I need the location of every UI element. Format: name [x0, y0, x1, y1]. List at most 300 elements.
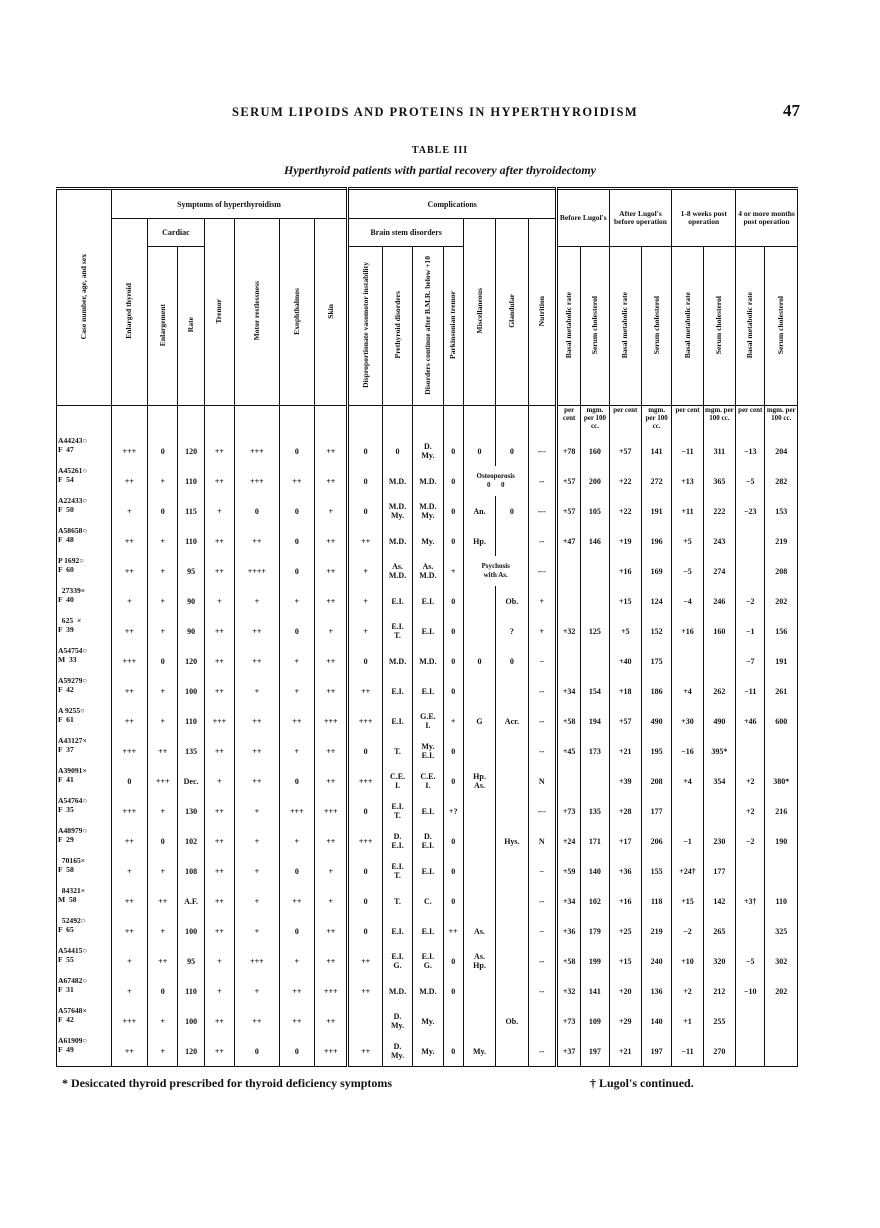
- data-cell: 0: [348, 436, 382, 466]
- data-cell: 208: [641, 766, 671, 796]
- data-cell: [556, 556, 580, 586]
- data-cell: [496, 916, 528, 946]
- data-cell: [765, 1036, 798, 1067]
- page-number: 47: [783, 101, 800, 120]
- header-bmr-before: Basal metabolic rate: [556, 247, 580, 406]
- data-cell: ++: [111, 616, 147, 646]
- data-cell: 0: [496, 646, 528, 676]
- data-cell: 320: [703, 946, 735, 976]
- data-cell: −: [528, 916, 556, 946]
- data-cell: 90: [178, 616, 204, 646]
- data-cell: E.I. T.: [382, 616, 412, 646]
- header-bmr-weeks: Basal metabolic rate: [672, 247, 703, 406]
- data-cell: 0: [443, 766, 463, 796]
- data-cell: 0: [443, 526, 463, 556]
- data-cell: +19: [609, 526, 641, 556]
- table-row: [57, 466, 798, 496]
- data-cell: D. E.I.: [413, 826, 443, 856]
- header-symptoms: Symptoms of hyperthyroidism: [111, 189, 348, 219]
- data-cell: −2: [736, 586, 765, 616]
- data-cell: 124: [641, 586, 671, 616]
- data-cell: +: [279, 736, 314, 766]
- data-cell: ++: [111, 526, 147, 556]
- data-cell: +: [279, 826, 314, 856]
- data-cell: +: [528, 616, 556, 646]
- data-cell: 490: [703, 706, 735, 736]
- header-1-8-weeks: 1-8 weeks post operation: [672, 189, 736, 247]
- header-motor-restlessness: Motor restlessness: [235, 219, 280, 406]
- data-cell: ?: [496, 616, 528, 646]
- case-cell: P 1692○ F 60: [57, 556, 112, 586]
- data-cell: 153: [765, 496, 798, 526]
- data-cell: 0: [443, 616, 463, 646]
- table-row: [57, 706, 798, 736]
- data-cell: 140: [581, 856, 609, 886]
- data-cell: 0: [279, 616, 314, 646]
- data-cell: 0: [443, 886, 463, 916]
- data-cell: ---: [528, 436, 556, 466]
- data-cell: ++: [348, 526, 382, 556]
- data-cell: +5: [672, 526, 703, 556]
- data-cell: 206: [641, 826, 671, 856]
- data-cell: +++: [315, 796, 348, 826]
- data-cell: My. E.I.: [413, 736, 443, 766]
- data-cell: 0: [443, 676, 463, 706]
- data-cell: Hys.: [496, 826, 528, 856]
- data-cell: [496, 976, 528, 1006]
- table-label: TABLE III: [411, 145, 469, 156]
- data-cell: --: [528, 706, 556, 736]
- data-cell: 265: [703, 916, 735, 946]
- data-cell: 152: [641, 616, 671, 646]
- case-cell: A54754○ M 33: [57, 646, 112, 676]
- table-row: [57, 496, 798, 526]
- data-cell: 274: [703, 556, 735, 586]
- data-cell: 169: [641, 556, 671, 586]
- data-cell: 142: [703, 886, 735, 916]
- data-cell: ++: [348, 946, 382, 976]
- data-cell: +: [111, 946, 147, 976]
- data-cell: −: [528, 856, 556, 886]
- data-cell: 0: [348, 796, 382, 826]
- data-cell: C.E. I.: [382, 766, 412, 796]
- data-cell: −11: [672, 436, 703, 466]
- data-cell: E.I. G.: [382, 946, 412, 976]
- data-cell: +30: [672, 706, 703, 736]
- data-cell: --: [528, 1036, 556, 1067]
- data-cell: ++++: [235, 556, 280, 586]
- data-cell: ++: [148, 946, 178, 976]
- data-cell: −5: [736, 946, 765, 976]
- data-cell: 212: [703, 976, 735, 1006]
- table-row: [57, 976, 798, 1006]
- data-cell: +: [235, 916, 280, 946]
- data-cell: ++: [111, 1036, 147, 1067]
- data-cell: 0: [443, 976, 463, 1006]
- data-cell: G.E. I.: [413, 706, 443, 736]
- data-cell: [765, 736, 798, 766]
- data-cell: [496, 1036, 528, 1067]
- table-body: [57, 406, 798, 1067]
- data-cell: [463, 826, 495, 856]
- unit-bmr-after: per cent: [609, 406, 641, 437]
- data-cell: 186: [641, 676, 671, 706]
- data-cell: 0: [148, 826, 178, 856]
- data-cell: +36: [609, 856, 641, 886]
- data-cell: ++: [315, 1006, 348, 1036]
- data-cell: +2: [672, 976, 703, 1006]
- data-cell: 0: [443, 646, 463, 676]
- header-parkinsonian: Parkinsonian tremor: [443, 247, 463, 406]
- data-cell: 202: [765, 976, 798, 1006]
- case-cell: 52492○ F 65: [57, 916, 112, 946]
- case-cell: A57648× F 42: [57, 1006, 112, 1036]
- header-before-lugols: Before Lugol's: [556, 189, 609, 247]
- data-cell: M.D.: [382, 466, 412, 496]
- case-cell: A54764○ F 35: [57, 796, 112, 826]
- case-cell: A43127× F 37: [57, 736, 112, 766]
- data-cell: ++: [279, 706, 314, 736]
- running-title: SERUM LIPOIDS AND PROTEINS IN HYPERTHYROIDISM: [232, 105, 639, 119]
- data-cell: ++: [204, 916, 234, 946]
- table-row: [57, 856, 798, 886]
- data-cell: +++: [111, 646, 147, 676]
- case-cell: A58658○ F 48: [57, 526, 112, 556]
- table-row: [57, 676, 798, 706]
- case-cell: 625 × F 39: [57, 616, 112, 646]
- data-cell: 0: [382, 436, 412, 466]
- data-cell: 197: [581, 1036, 609, 1067]
- data-cell: 230: [703, 826, 735, 856]
- data-cell: ++: [315, 436, 348, 466]
- unit-chol-months: mgm. per 100 cc.: [765, 406, 798, 437]
- data-cell: −16: [672, 736, 703, 766]
- data-cell: ++: [315, 646, 348, 676]
- data-cell: 208: [765, 556, 798, 586]
- data-cell: M.D.: [413, 466, 443, 496]
- data-cell: E.I. T.: [382, 856, 412, 886]
- data-cell: −10: [736, 976, 765, 1006]
- data-cell: +57: [609, 706, 641, 736]
- data-cell: [496, 856, 528, 886]
- data-cell: +: [235, 826, 280, 856]
- case-cell: A39091× F 41: [57, 766, 112, 796]
- data-cell: 0: [443, 826, 463, 856]
- data-cell: ++: [279, 976, 314, 1006]
- data-cell: 199: [581, 946, 609, 976]
- data-cell: +: [204, 946, 234, 976]
- data-cell: Hp.: [463, 526, 495, 556]
- data-cell: +21: [609, 1036, 641, 1067]
- data-cell: ++: [235, 646, 280, 676]
- data-cell: +3†: [736, 886, 765, 916]
- header-miscellaneous: Miscellaneous: [463, 219, 495, 406]
- data-cell: +13: [672, 466, 703, 496]
- data-cell: ++: [348, 1036, 382, 1067]
- data-cell: +: [279, 586, 314, 616]
- data-cell: [463, 586, 495, 616]
- data-cell: My.: [413, 1036, 443, 1067]
- data-cell: +47: [556, 526, 580, 556]
- unit-chol-weeks: mgm. per 100 cc.: [703, 406, 735, 437]
- data-cell: E.I. T.: [382, 796, 412, 826]
- data-cell: [463, 616, 495, 646]
- data-cell: 219: [641, 916, 671, 946]
- data-cell: +: [315, 496, 348, 526]
- data-cell: [581, 556, 609, 586]
- data-cell: 0: [348, 886, 382, 916]
- data-cell: +17: [609, 826, 641, 856]
- data-cell: 0: [348, 916, 382, 946]
- data-cell: [736, 736, 765, 766]
- data-cell: 0: [443, 466, 463, 496]
- data-cell: ++: [443, 916, 463, 946]
- case-cell: A22433○ F 50: [57, 496, 112, 526]
- data-cell: +++: [235, 466, 280, 496]
- data-cell: E.I.: [413, 796, 443, 826]
- data-cell: 110: [178, 976, 204, 1006]
- data-cell: E.I.: [413, 676, 443, 706]
- data-cell: +: [148, 586, 178, 616]
- data-cell: [496, 736, 528, 766]
- table-iii: [56, 187, 798, 1067]
- data-cell: 0: [279, 436, 314, 466]
- data-cell: −13: [736, 436, 765, 466]
- data-cell: 219: [765, 526, 798, 556]
- data-cell: +++: [111, 736, 147, 766]
- data-cell: 102: [178, 826, 204, 856]
- data-cell: 118: [641, 886, 671, 916]
- data-cell: +: [111, 856, 147, 886]
- data-cell: ++: [111, 826, 147, 856]
- data-cell: 255: [703, 1006, 735, 1036]
- data-cell: [496, 676, 528, 706]
- footnote-lugols: † Lugol's continued.: [590, 1076, 694, 1090]
- data-cell: ---: [528, 796, 556, 826]
- data-cell: D. My.: [382, 1036, 412, 1067]
- data-cell: 120: [178, 436, 204, 466]
- data-cell: [736, 1006, 765, 1036]
- data-cell: +39: [609, 766, 641, 796]
- data-cell: +: [235, 886, 280, 916]
- data-cell: A.F.: [178, 886, 204, 916]
- data-cell: 600: [765, 706, 798, 736]
- data-cell: --: [528, 736, 556, 766]
- data-cell: E.I.: [382, 706, 412, 736]
- data-cell: 0: [279, 556, 314, 586]
- data-cell: −5: [672, 556, 703, 586]
- data-cell: 194: [581, 706, 609, 736]
- data-cell: 110: [178, 706, 204, 736]
- data-cell: ++: [111, 676, 147, 706]
- header-bmr-months: Basal metabolic rate: [736, 247, 765, 406]
- data-cell: [496, 766, 528, 796]
- data-cell: +++: [148, 766, 178, 796]
- table-row: [57, 916, 798, 946]
- data-cell: 0: [279, 526, 314, 556]
- data-cell: [463, 676, 495, 706]
- data-cell: 110: [178, 466, 204, 496]
- data-cell: [463, 736, 495, 766]
- data-cell: Ob.: [496, 1006, 528, 1036]
- data-cell: ++: [235, 526, 280, 556]
- data-cell: −2: [736, 826, 765, 856]
- data-cell: 0: [463, 646, 495, 676]
- data-cell: 272: [641, 466, 671, 496]
- data-cell: 240: [641, 946, 671, 976]
- data-cell: [463, 856, 495, 886]
- data-cell: As. M.D.: [413, 556, 443, 586]
- data-cell: My.: [413, 526, 443, 556]
- data-cell: −11: [672, 1036, 703, 1067]
- data-cell: 0: [148, 436, 178, 466]
- data-cell: +16: [609, 556, 641, 586]
- data-cell: 146: [581, 526, 609, 556]
- data-cell: 0: [496, 496, 528, 526]
- data-cell: +: [148, 796, 178, 826]
- table-row: [57, 1036, 798, 1067]
- data-cell: 136: [641, 976, 671, 1006]
- data-cell: +73: [556, 1006, 580, 1036]
- data-cell: +28: [609, 796, 641, 826]
- data-cell: [672, 796, 703, 826]
- data-cell: [496, 946, 528, 976]
- header-chol-before: Serum cholesterol: [581, 247, 609, 406]
- data-cell: ++: [148, 736, 178, 766]
- unit-cell: [57, 406, 112, 437]
- data-cell: 0: [348, 646, 382, 676]
- data-cell: As. M.D.: [382, 556, 412, 586]
- data-cell: 95: [178, 556, 204, 586]
- data-cell: [581, 586, 609, 616]
- data-cell: −: [528, 646, 556, 676]
- data-cell: --: [528, 976, 556, 1006]
- data-cell: Hp. As.: [463, 766, 495, 796]
- data-cell: My.: [413, 1006, 443, 1036]
- data-cell: [496, 796, 528, 826]
- data-cell: +36: [556, 916, 580, 946]
- unit-chol-before: mgm. per 100 cc.: [581, 406, 609, 437]
- data-cell: [765, 1006, 798, 1036]
- data-cell: +10: [672, 946, 703, 976]
- table-row: [57, 1006, 798, 1036]
- data-cell: [736, 916, 765, 946]
- data-cell: 160: [703, 616, 735, 646]
- data-cell: +++: [235, 946, 280, 976]
- data-cell: 179: [581, 916, 609, 946]
- data-cell: 155: [641, 856, 671, 886]
- table-row: [57, 946, 798, 976]
- data-cell: +++: [111, 436, 147, 466]
- data-cell: +21: [609, 736, 641, 766]
- data-cell: ++: [204, 436, 234, 466]
- data-cell: [463, 886, 495, 916]
- data-cell: +: [443, 556, 463, 586]
- data-cell: [556, 586, 580, 616]
- case-cell: A61909○ F 49: [57, 1036, 112, 1067]
- unit-bmr-months: per cent: [736, 406, 765, 437]
- data-cell: [703, 796, 735, 826]
- data-cell: ++: [204, 826, 234, 856]
- data-cell: +46: [736, 706, 765, 736]
- header-chol-months: Serum cholesterol: [765, 247, 798, 406]
- table-row: [57, 556, 798, 586]
- unit-bmr-before: per cent: [556, 406, 580, 437]
- header-enlarged-thyroid: Enlarged thyroid: [111, 219, 147, 406]
- data-cell: +2: [736, 796, 765, 826]
- data-cell: G: [463, 706, 495, 736]
- data-cell: 200: [581, 466, 609, 496]
- data-cell: +++: [235, 436, 280, 466]
- data-cell: 160: [581, 436, 609, 466]
- case-cell: A54415○ F 55: [57, 946, 112, 976]
- data-cell: [463, 1006, 495, 1036]
- case-cell: A 9255○ F 61: [57, 706, 112, 736]
- data-cell: ++: [111, 466, 147, 496]
- data-cell: 141: [581, 976, 609, 1006]
- unit-bmr-weeks: per cent: [672, 406, 703, 437]
- data-cell: [463, 976, 495, 1006]
- data-cell: [443, 1006, 463, 1036]
- data-cell: As.: [463, 916, 495, 946]
- data-cell: +57: [609, 436, 641, 466]
- data-cell: 365: [703, 466, 735, 496]
- data-cell: M.D.: [413, 976, 443, 1006]
- data-cell: +25: [609, 916, 641, 946]
- case-cell: 84321× M 58: [57, 886, 112, 916]
- header-disproportionate: Disproportionate vasomotor instability: [348, 247, 382, 406]
- data-cell: 175: [641, 646, 671, 676]
- data-cell: +22: [609, 496, 641, 526]
- data-cell: E.I.: [413, 856, 443, 886]
- data-cell: [703, 646, 735, 676]
- data-cell: 246: [703, 586, 735, 616]
- table-row: [57, 796, 798, 826]
- data-cell: D. E.I.: [382, 826, 412, 856]
- data-cell: +15: [609, 946, 641, 976]
- data-cell: 222: [703, 496, 735, 526]
- case-cell: A44243○ F 47: [57, 436, 112, 466]
- data-cell: 0: [279, 916, 314, 946]
- data-cell: 100: [178, 916, 204, 946]
- data-cell: [736, 856, 765, 886]
- data-cell: 202: [765, 586, 798, 616]
- data-cell: ++: [315, 586, 348, 616]
- header-disorders-continue: Disorders continue after B.M.R. below +10: [413, 247, 443, 406]
- data-cell: −4: [672, 586, 703, 616]
- table-row: [57, 826, 798, 856]
- table-row: [57, 886, 798, 916]
- data-cell: [348, 1006, 382, 1036]
- data-cell: +2: [736, 766, 765, 796]
- data-cell: 156: [765, 616, 798, 646]
- data-cell: Ob.: [496, 586, 528, 616]
- data-cell: +: [235, 796, 280, 826]
- data-cell: 135: [581, 796, 609, 826]
- data-cell: +: [315, 856, 348, 886]
- data-cell: 0: [148, 646, 178, 676]
- data-cell: ++: [315, 916, 348, 946]
- data-cell: 195: [641, 736, 671, 766]
- data-cell: 302: [765, 946, 798, 976]
- data-cell: 90: [178, 586, 204, 616]
- data-cell: +: [148, 1036, 178, 1067]
- data-cell: M.D.: [382, 976, 412, 1006]
- data-cell: 0: [443, 856, 463, 886]
- data-cell: −23: [736, 496, 765, 526]
- data-cell: +29: [609, 1006, 641, 1036]
- header-enlargement: Enlargement: [148, 247, 178, 406]
